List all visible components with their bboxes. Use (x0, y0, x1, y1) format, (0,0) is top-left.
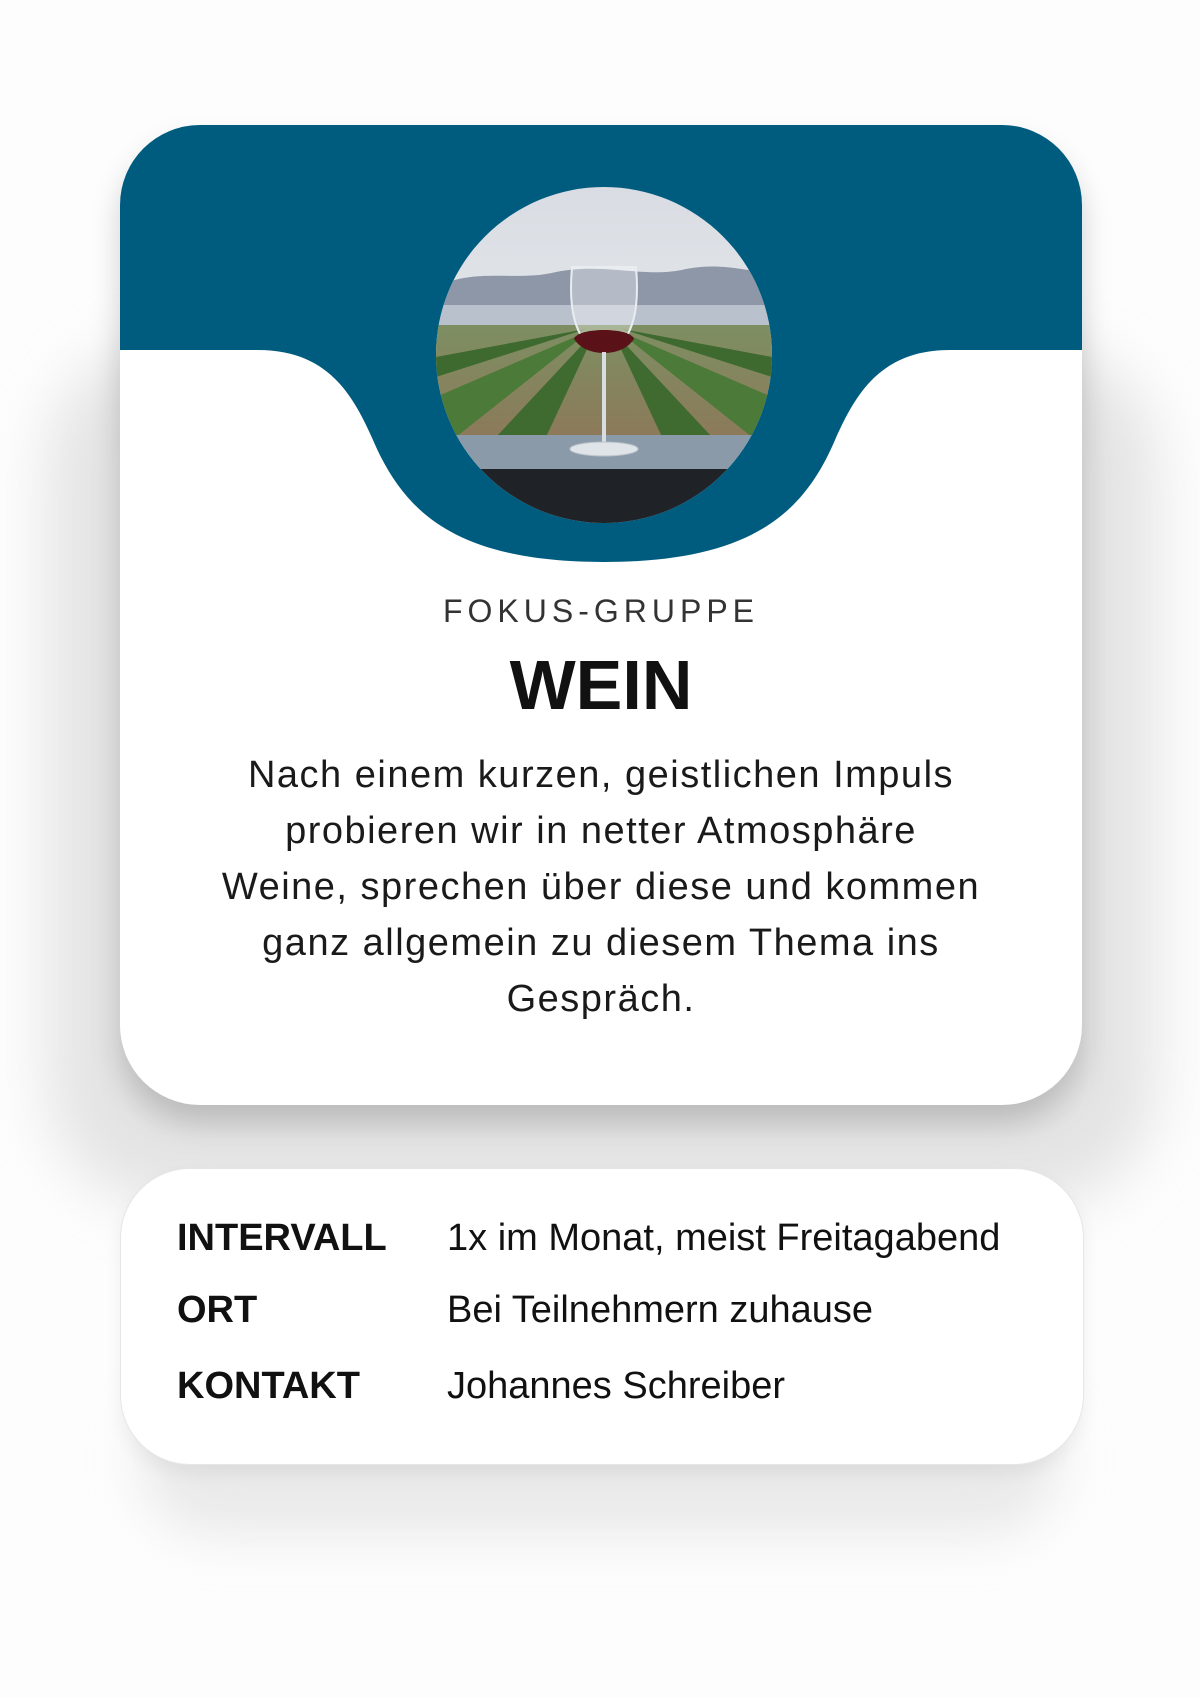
card-eyebrow: FOKUS-GRUPPE (442, 593, 760, 629)
info-row-intervall (177, 1217, 1057, 1267)
info-card (120, 1168, 1084, 1465)
info-label: ORT (177, 1289, 258, 1331)
focus-group-card (120, 125, 1082, 1105)
info-value: Bei Teilnehmern zuhause (447, 1289, 874, 1331)
info-label: KONTAKT (177, 1365, 360, 1407)
info-row-ort (177, 1289, 1057, 1339)
wine-glass-vineyard-photo (436, 187, 772, 523)
card-title: WEIN (509, 646, 693, 724)
info-row-kontakt (177, 1365, 1057, 1415)
info-value: 1x im Monat, meist Freitagabend (447, 1217, 1001, 1259)
info-label: INTERVALL (177, 1217, 387, 1259)
card-description: Nach einem kurzen, geistlichen Impuls probieren wir in netter Atmosphäre Weine, sprechen über diese und kommen ganz allgemein zu diesem Thema ins Gespräch. (221, 754, 981, 1020)
info-value: Johannes Schreiber (447, 1365, 785, 1407)
